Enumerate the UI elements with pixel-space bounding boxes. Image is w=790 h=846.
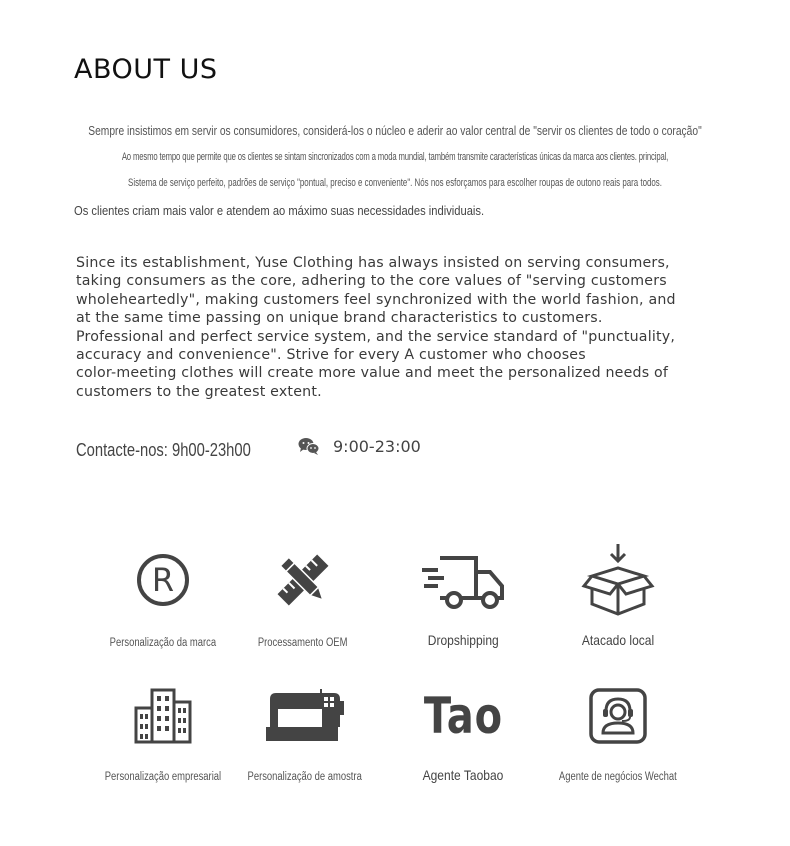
open-box-icon [533,540,703,620]
en-line: customers to the greatest extent. [76,383,322,400]
wechat-icon [298,437,320,460]
service-dropshipping [378,540,548,650]
service-label: Personalização de amostra [247,771,363,783]
wechat-hours: 9:00-23:00 [333,437,421,456]
page-title: ABOUT US [74,54,218,85]
customer-service-icon [533,676,703,756]
service-label: Agente de negócios Wechat [559,771,677,783]
pt-paragraph-line-2: Ao mesmo tempo que permite que os clientes se sintam sincronizados com a moda mundial, também transmite características únicas da marca aos clientes. principal, [121,151,669,163]
delivery-truck-icon [378,540,548,620]
pencil-ruler-icon [218,540,388,620]
taobao-logo [378,676,548,756]
pt-paragraph-line-3: Sistema de serviço perfeito, padrões de serviço "pontual, preciso e conveniente". Nós nos esforçamos para escolher roupas de outono reais para todos. [128,177,662,189]
en-line: at the same time passing on unique brand characteristics to customers. [76,310,603,327]
sewing-machine-icon [220,676,390,756]
service-label: Agente Taobao [422,767,504,783]
service-label: Atacado local [581,632,655,648]
pt-paragraph-line-4: Os clientes criam mais valor e atendem ao máximo suas necessidades individuais. [74,203,485,218]
en-line: taking consumers as the core, adhering to the core values of "serving customers [76,273,667,290]
pt-paragraph-line-1: Sempre insistimos em servir os consumidores, considerá-los o núcleo e aderir ao valor central de "servir os clientes de todo o coração" [88,124,702,138]
contact-hours-label: Contacte-nos: 9h00-23h00 [76,440,251,460]
en-line: Professional and perfect service system, and the service standard of "punctuality, [76,328,676,345]
en-line: accuracy and convenience". Strive for every A customer who chooses [76,347,586,364]
service-label: Processamento OEM [258,637,348,649]
service-taobao-agent [378,676,548,785]
svg-text:R: R [151,561,175,599]
service-local-wholesale [533,540,703,650]
service-label: Dropshipping [427,632,499,648]
service-label: Personalização empresarial [104,771,222,783]
taobao-logo-text: Tao [423,687,503,745]
en-line: Since its establishment, Yuse Clothing has always insisted on serving consumers, [76,255,670,271]
english-paragraph [76,254,726,401]
service-label: Personalização da marca [109,637,217,649]
service-oem-processing [218,540,388,651]
service-sample-customization [220,676,390,785]
en-line: wholeheartedly", making customers feel synchronized with the world fashion, and [76,291,676,308]
service-wechat-business-agent [533,676,703,785]
en-line: color-meeting clothes will create more value and meet the personalized needs of [76,365,669,382]
